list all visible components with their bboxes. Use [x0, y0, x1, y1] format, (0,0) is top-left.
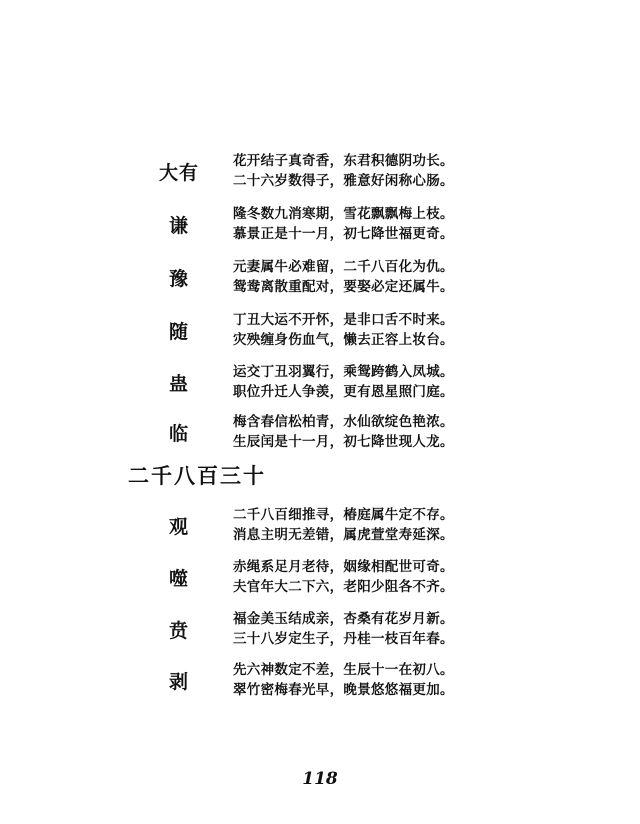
- hexagram-label: 噬: [168, 568, 189, 590]
- verse-line-2: 翠竹密梅春光早，晚景悠悠福更加。: [233, 682, 454, 698]
- verse-entry: [0, 259, 640, 299]
- verse-line-2: 鸳鸯离散重配对，要娶必定还属牛。: [233, 279, 454, 295]
- verse-line-2: 职位升迁人争羡，更有恩星照门庭。: [233, 384, 454, 400]
- hexagram-label: 观: [168, 516, 189, 538]
- verse-line-2: 三十八岁定生子，丹桂一枝百年春。: [233, 631, 454, 647]
- section-title: 二千八百三十: [128, 463, 266, 488]
- verse-entry: [0, 507, 640, 547]
- hexagram-label: 随: [168, 321, 189, 343]
- verse-line-2: 生辰闰是十一月，初七降世现人龙。: [233, 434, 454, 450]
- verse-entry: [0, 312, 640, 352]
- verse-line-1: 二千八百细推寻，椿庭属牛定不存。: [233, 507, 454, 523]
- verse-entry: [0, 662, 640, 702]
- verse-line-2: 灾殃缠身伤血气，懒去正容上妆台。: [233, 332, 454, 348]
- verse-line-2: 夫官年大二下六，老阳少阻各不齐。: [233, 579, 454, 595]
- verse-line-2: 消息主明无差错，属虎萱堂寿延深。: [233, 527, 454, 543]
- verse-line-2: 二十六岁数得子，雅意好闲称心肠。: [233, 173, 454, 189]
- verse-entry: [0, 364, 640, 404]
- hexagram-label: 剥: [168, 671, 189, 693]
- hexagram-label: 大有: [158, 162, 199, 184]
- hexagram-label: 豫: [168, 268, 189, 290]
- verse-line-2: 慕景正是十一月，初七降世福更奇。: [233, 226, 454, 242]
- verse-line-1: 赤绳系足月老待，姻缘相配世可奇。: [233, 559, 454, 575]
- verse-entry: [0, 559, 640, 599]
- verse-entry: [0, 611, 640, 651]
- verse-line-1: 元妻属牛必难留，二千八百化为仇。: [233, 259, 454, 275]
- verse-entry: [0, 153, 640, 193]
- verse-entry: [0, 206, 640, 246]
- hexagram-label: 蛊: [168, 373, 189, 395]
- verse-entry: [0, 414, 640, 454]
- hexagram-label: 谦: [168, 215, 189, 237]
- verse-line-1: 运交丁丑羽翼行，乘鸳跨鹤入凤城。: [233, 364, 454, 380]
- verse-line-1: 福金美玉结成亲，杏桑有花岁月新。: [233, 611, 454, 627]
- verse-line-1: 梅含春信松柏青，水仙欲绽色艳浓。: [233, 414, 454, 430]
- verse-line-1: 花开结子真奇香，东君积德阴功长。: [233, 153, 454, 169]
- hexagram-label: 临: [168, 423, 189, 445]
- verse-line-1: 丁丑大运不开怀，是非口舌不时来。: [233, 312, 454, 328]
- page-number: 118: [302, 769, 338, 789]
- verse-line-1: 隆冬数九消寒期，雪花飘飘梅上枝。: [233, 206, 454, 222]
- hexagram-label: 贲: [168, 620, 189, 642]
- verse-line-1: 先六神数定不差，生辰十一在初八。: [233, 662, 454, 678]
